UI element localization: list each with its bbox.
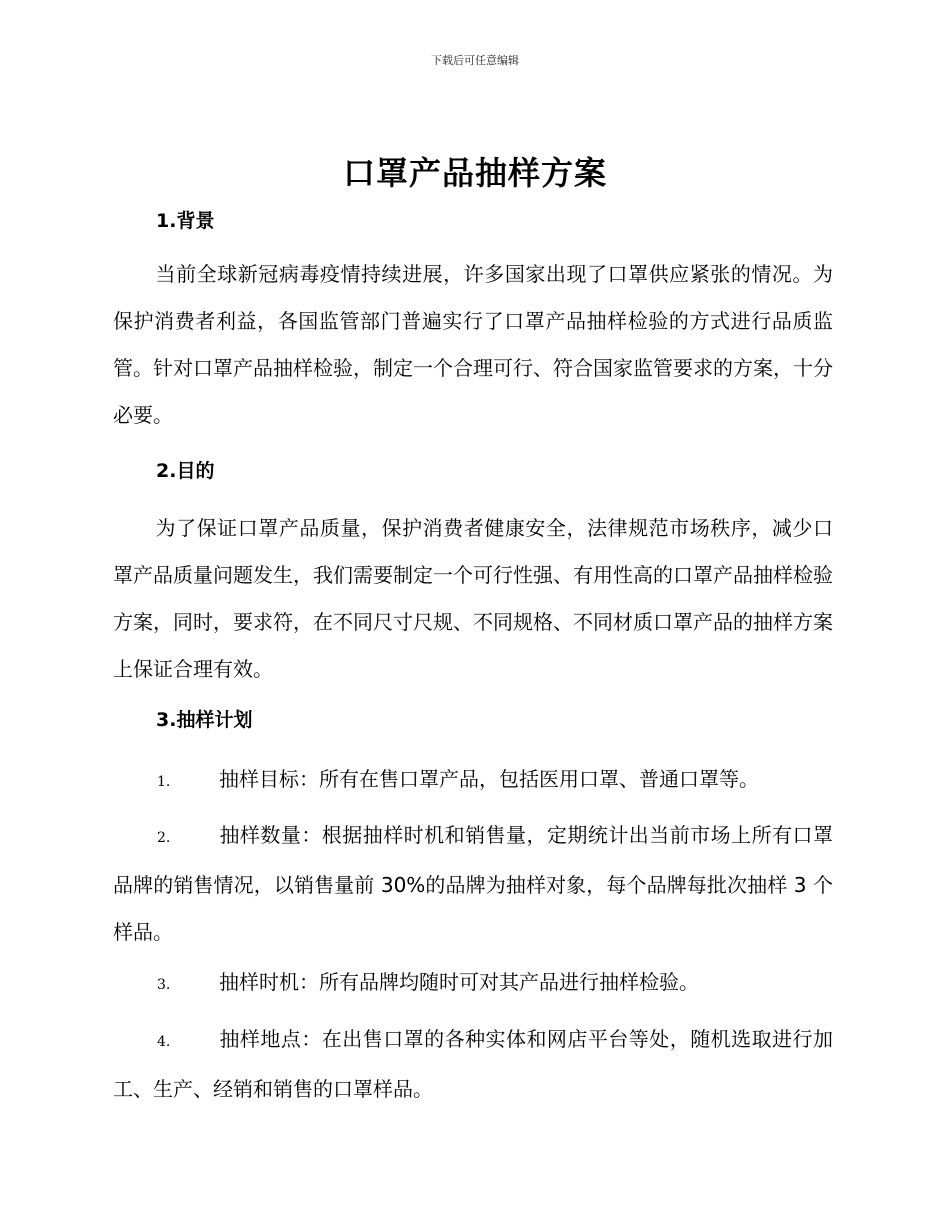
list-item-number: 4.: [157, 1034, 171, 1050]
list-item: [113, 756, 833, 806]
list-item-text: 抽样目标：所有在售口罩产品，包括医用口罩、普通口罩等。: [219, 767, 759, 791]
paragraph-text: 为了保证口罩产品质量，保护消费者健康安全，法律规范市场秩序，减少口罩产品质量问题发生，我们需要制定一个可行性强、有用性高的口罩产品抽样检验方案，同时，要求符，在不同尺寸尺规、不同规格、不同材质口罩产品的抽样方案上保证合理有效。: [113, 516, 833, 681]
list-item: [113, 959, 833, 1009]
list-item-text: 抽样数量：根据抽样时机和销售量，定期统计出当前市场上所有口罩品牌的销售情况，以销售量前 30%的品牌为抽样对象，每个品牌每批次抽样 3 个样品。: [113, 823, 833, 944]
section-paragraph-background: [113, 251, 833, 439]
list-item-number: 2.: [157, 830, 171, 846]
list-item-text: 抽样地点：在出售口罩的各种实体和网店平台等处，随机选取进行加工、生产、经销和销售的口罩样品。: [113, 1027, 833, 1101]
paragraph-text: 当前全球新冠病毒疫情持续进展，许多国家出现了口罩供应紧张的情况。为保护消费者利益，各国监管部门普遍实行了口罩产品抽样检验的方式进行品质监管。针对口罩产品抽样检验，制定一个合理可行、符合国家监管要求的方案，十分必要。: [113, 262, 833, 427]
list-item: [113, 812, 833, 956]
document-title: 口罩产品抽样方案: [342, 154, 607, 192]
section-heading-background: 1.背景: [156, 210, 215, 232]
header-note: 下载后可任意编辑: [431, 54, 519, 67]
list-item: [113, 1016, 833, 1113]
section-heading-purpose: 2.目的: [156, 460, 215, 482]
section-paragraph-purpose: [113, 505, 833, 693]
list-item-number: 3.: [157, 977, 171, 993]
section-heading-sampling-plan: 3.抽样计划: [156, 709, 253, 731]
list-item-number: 1.: [157, 774, 171, 790]
list-item-text: 抽样时机：所有品牌均随时可对其产品进行抽样检验。: [219, 970, 699, 994]
